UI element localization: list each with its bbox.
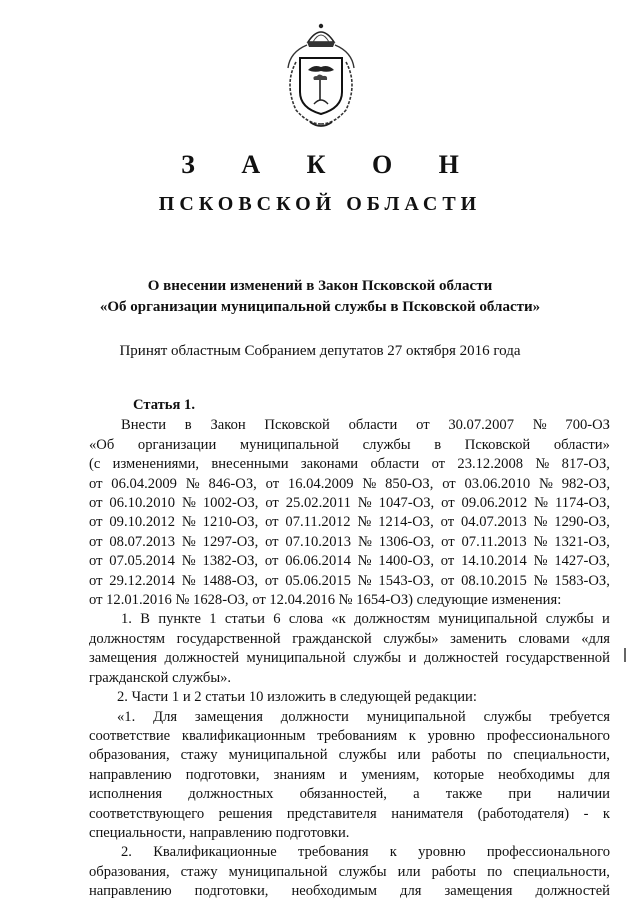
body-line (89, 882, 610, 901)
body-line (89, 552, 610, 571)
body-word: от (440, 572, 455, 589)
body-word: требования (297, 844, 369, 861)
body-word: Псковской (264, 417, 330, 434)
body-line (89, 572, 610, 591)
body-word: № (357, 533, 372, 550)
body-word: исполнения (89, 786, 163, 803)
body-word: службы (338, 863, 387, 880)
body-word: № (533, 553, 548, 570)
body-word: должностям (354, 611, 431, 628)
body-word: Псковской (464, 436, 531, 453)
body-word: уровню (427, 727, 476, 744)
body-word: 05.06.2015 (285, 572, 351, 589)
body-word: «к (331, 611, 346, 628)
body-word: направлению (89, 766, 172, 783)
body-word: от (431, 456, 446, 473)
body-word: от (89, 533, 103, 550)
body-word: службы» (383, 630, 439, 647)
body-word: 25.02.2011 (285, 495, 351, 512)
body-line-text: гражданской службы». (89, 669, 232, 686)
body-word: 1400-ОЗ, (378, 553, 434, 570)
body-word: «Об (89, 436, 115, 453)
body-word: 1321-ОЗ, (554, 533, 610, 550)
body-word: № (357, 514, 372, 531)
body-word: № (532, 417, 547, 434)
body-word: 04.07.2013 (460, 514, 527, 531)
body-word: в (184, 417, 192, 434)
body-line-text: от 12.01.2016 № 1628-ОЗ, от 12.04.2016 № 1654-ОЗ) следующие изменения: (89, 592, 562, 609)
body-word: № (357, 495, 372, 512)
body-line (89, 649, 610, 668)
body-word: от (440, 514, 455, 531)
body-word: замещения (444, 883, 513, 900)
body-word: (с (89, 456, 101, 473)
law-heading (0, 276, 640, 318)
body-word: 846-ОЗ, (208, 475, 257, 492)
body-word: знаниям (273, 766, 326, 783)
body-word: 06.10.2010 (109, 495, 176, 512)
body-word: 29.12.2014 (109, 572, 175, 589)
body-word: от (416, 417, 430, 434)
body-line-text: 2. Части 1 и 2 статьи 10 изложить в следующей редакции: (117, 689, 477, 706)
body-word: службы (353, 650, 402, 667)
body-line (89, 533, 610, 552)
body-word: № (534, 495, 549, 512)
body-word: соответствующего (89, 805, 205, 822)
body-word: № (181, 553, 196, 570)
adoption-note: Принят областным Собранием депутатов 27 октября 2016 года (119, 343, 521, 359)
body-line (89, 824, 610, 843)
heading-line-1: О внесении изменений в Закон Псковской области (147, 278, 493, 294)
body-word: необходимы (498, 766, 575, 783)
body-line (89, 513, 610, 532)
body-word: к (602, 805, 610, 822)
law-body (89, 396, 610, 902)
body-word: должностей (164, 650, 240, 667)
body-word: 07.10.2013 (285, 533, 352, 550)
body-word: заменить (450, 630, 507, 647)
body-word: от (265, 533, 279, 550)
body-word: 1306-ОЗ, (378, 533, 435, 550)
body-word: от (264, 553, 279, 570)
body-word: Внести (121, 417, 167, 434)
body-line (89, 805, 610, 824)
body-word: от (440, 553, 455, 570)
body-word: от (441, 533, 455, 550)
body-word: 08.10.2015 (461, 572, 527, 589)
body-word: 850-ОЗ, (385, 475, 434, 492)
body-word: от (265, 475, 280, 492)
body-word: профессионального (486, 844, 610, 861)
body-word: работы (431, 747, 477, 764)
body-word: 14.10.2014 (461, 553, 527, 570)
body-line (89, 766, 610, 785)
body-word: образования, (89, 863, 170, 880)
body-word: 700-ОЗ (565, 417, 610, 434)
body-word: должностей (535, 883, 610, 900)
body-word: подготовки, (185, 766, 260, 783)
law-region: ПСКОВСКОЙ ОБЛАСТИ (158, 193, 482, 215)
body-word: пункте (158, 611, 201, 628)
body-word: 1002-ОЗ, (202, 495, 259, 512)
body-word: муниципальной (228, 863, 328, 880)
body-word: 982-ОЗ, (561, 475, 610, 492)
body-word: замещения (89, 650, 158, 667)
body-word: 09.06.2012 (461, 495, 528, 512)
body-word: Квалификационные (153, 844, 277, 861)
body-word: № (535, 456, 550, 473)
body-word: организации (137, 436, 217, 453)
article-title: Статья 1. (133, 397, 195, 413)
body-word: законами (300, 456, 359, 473)
law-title: З А К О Н (181, 150, 479, 179)
body-word: от (441, 495, 455, 512)
body-word: 1210-ОЗ, (202, 514, 259, 531)
body-word: работы (431, 863, 477, 880)
body-word: представителя (286, 805, 377, 822)
body-word: нанимателя (391, 805, 464, 822)
body-word: гражданской (292, 630, 372, 647)
body-word: требованиям (317, 727, 398, 744)
body-word: стажу (180, 863, 218, 880)
body-word: 1047-ОЗ, (378, 495, 435, 512)
body-word: области (370, 456, 420, 473)
body-word: муниципальной (246, 650, 346, 667)
body-word: службы (483, 708, 532, 725)
body-word: стажу (180, 747, 218, 764)
body-word: № (357, 553, 372, 570)
body-word: (работодателя) (477, 805, 570, 822)
body-word: 30.07.2007 (448, 417, 514, 434)
body-word: квалификационным (181, 727, 306, 744)
body-word: муниципальной (228, 747, 328, 764)
body-word: должностей (423, 650, 499, 667)
body-word: для (588, 766, 610, 783)
body-line-text: специальности, направлению подготовки. (89, 824, 350, 841)
body-word: для (400, 883, 422, 900)
body-word: 06.06.2014 (285, 553, 351, 570)
body-word: 03.06.2010 (464, 475, 531, 492)
body-word: службы (545, 611, 594, 628)
body-word: № (538, 475, 553, 492)
body-word: от (265, 514, 279, 531)
body-word: от (89, 495, 103, 512)
body-line (89, 669, 610, 688)
body-word: № (185, 475, 200, 492)
body-word: 1382-ОЗ, (202, 553, 259, 570)
body-word: специальности, (513, 747, 610, 764)
body-word: статьи (224, 611, 265, 628)
body-word: направлению (89, 883, 172, 900)
body-word: соответствие (89, 727, 171, 744)
body-word: необходимым (291, 883, 378, 900)
body-word: «для (581, 630, 610, 647)
body-word: В (140, 611, 150, 628)
body-word: № (181, 514, 196, 531)
body-word: № (362, 475, 377, 492)
body-word: 1214-ОЗ, (378, 514, 434, 531)
body-word: 1 (209, 611, 217, 628)
body-word: по (487, 747, 503, 764)
body-word: «1. (117, 708, 136, 725)
body-word: 1290-ОЗ, (554, 514, 610, 531)
body-word: Закон (210, 417, 246, 434)
body-word: которые (433, 766, 484, 783)
body-word: уровню (418, 844, 466, 861)
body-word: подготовки, (194, 883, 269, 900)
heading-line-2: «Об организации муниципальной службы в Псковской области» (99, 299, 541, 315)
body-word: замещения (194, 708, 263, 725)
body-word: и (408, 650, 417, 667)
body-word: при (508, 786, 532, 803)
body-word: 23.12.2008 (457, 456, 524, 473)
body-word: 1488-ОЗ, (202, 572, 259, 589)
body-word: службы (362, 436, 411, 453)
body-word: словами (518, 630, 570, 647)
body-word: образования, (89, 747, 170, 764)
body-line (89, 630, 610, 649)
body-word: государственной (176, 630, 281, 647)
body-word: № (533, 572, 548, 589)
body-word: от (89, 572, 103, 589)
body-word: Для (153, 708, 178, 725)
body-word: или (397, 747, 421, 764)
body-word: внесенными (211, 456, 289, 473)
body-line (89, 475, 610, 494)
body-word: - (583, 805, 589, 822)
body-word: требуется (549, 708, 610, 725)
body-word: 817-ОЗ, (561, 456, 610, 473)
body-word: от (442, 475, 456, 492)
body-word: умениям, (361, 766, 420, 783)
body-word: области» (553, 436, 610, 453)
body-line (89, 455, 610, 474)
body-word: специальности, (513, 863, 610, 880)
body-word: а (413, 786, 420, 803)
body-word: 16.04.2009 (287, 475, 354, 492)
body-word: также (445, 786, 483, 803)
body-word: обязанностей, (299, 786, 387, 803)
body-word: области (348, 417, 398, 434)
body-word: профессионального (486, 727, 610, 744)
body-word: или (397, 863, 421, 880)
body-word: 2. (121, 844, 132, 861)
body-word: по (487, 863, 503, 880)
body-word: должностям (89, 630, 165, 647)
body-word: от (264, 572, 279, 589)
body-word: 07.11.2013 (461, 533, 527, 550)
body-word: и (339, 766, 348, 783)
body-word: № (182, 495, 196, 512)
coat-of-arms-emblem (280, 20, 362, 132)
body-line (89, 746, 610, 765)
body-line (89, 785, 610, 804)
body-line (89, 863, 610, 882)
body-line (89, 688, 610, 707)
body-line (89, 727, 610, 746)
body-word: 1174-ОЗ, (554, 495, 610, 512)
body-word: 08.07.2013 (109, 533, 176, 550)
body-word: 1427-ОЗ, (554, 553, 610, 570)
body-word: от (265, 495, 279, 512)
body-word: в (434, 436, 442, 453)
body-word: 1583-ОЗ, (554, 572, 610, 589)
body-word: наличии (557, 786, 610, 803)
body-line (89, 591, 610, 610)
body-word: от (89, 475, 103, 492)
body-line (89, 416, 610, 435)
body-word: слова (288, 611, 324, 628)
body-word: от (89, 514, 103, 531)
body-word: № (533, 514, 548, 531)
margin-mark (624, 648, 626, 662)
body-word: 09.10.2012 (109, 514, 176, 531)
body-word: изменениями, (112, 456, 200, 473)
body-word: 06.04.2009 (111, 475, 177, 492)
body-word: к (408, 727, 416, 744)
body-word: должностных (188, 786, 274, 803)
body-word: № (357, 572, 372, 589)
body-line (89, 708, 610, 727)
body-word: 6 (273, 611, 281, 628)
body-word: решения (218, 805, 273, 822)
body-word: 1543-ОЗ, (378, 572, 434, 589)
body-word: должности (280, 708, 349, 725)
body-line (89, 436, 610, 455)
body-word: № (533, 533, 548, 550)
body-word: 07.11.2012 (285, 514, 351, 531)
body-line (89, 843, 610, 862)
body-line (89, 494, 610, 513)
body-line (89, 610, 610, 629)
body-word: муниципальной (239, 436, 339, 453)
body-word: к (389, 844, 397, 861)
body-word: от (89, 553, 103, 570)
body-word: 07.05.2014 (109, 553, 175, 570)
body-word: муниципальной (438, 611, 538, 628)
body-word: № (181, 533, 196, 550)
body-word: 1. (121, 611, 132, 628)
body-word: и (602, 611, 610, 628)
body-lines (89, 416, 610, 901)
body-word: № (181, 572, 196, 589)
body-word: государственной (505, 650, 610, 667)
body-word: муниципальной (366, 708, 466, 725)
body-word: 1297-ОЗ, (202, 533, 259, 550)
body-word: службы (338, 747, 387, 764)
